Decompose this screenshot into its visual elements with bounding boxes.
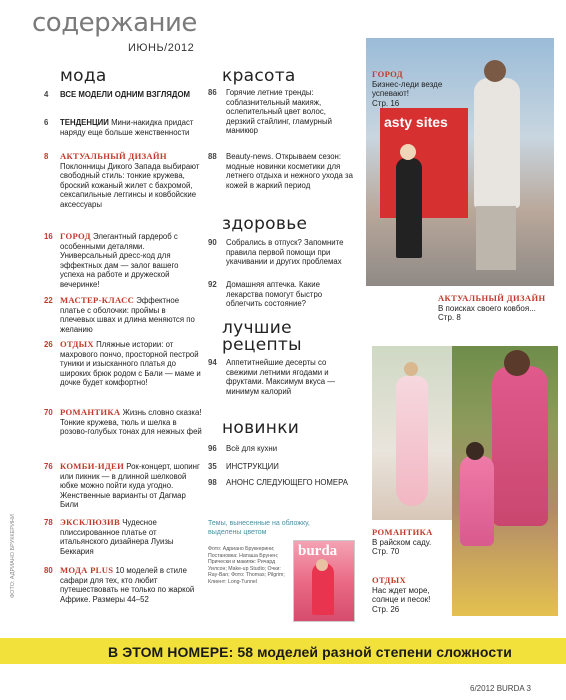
entry-text: Всё для кухни [226, 444, 278, 453]
sign-text: asty sites [384, 114, 448, 130]
entry-text: Элегантный гардероб с особенными деталями. Универсальный дресс-код для эффектных дам — залог вашего успеха на работе и дружеской вечеринке! [60, 232, 179, 289]
entry-page-number: 88 [208, 152, 217, 161]
fashion-entry [44, 118, 202, 140]
health-entry [208, 280, 354, 330]
entry-text: Пляжные истории: от махрового пончо, просторной пестрой туники и изысканного платья до широких брюк родом с Бали — маме и дочке будет комфортно! [60, 340, 201, 388]
section-title-beauty: красота [222, 66, 296, 86]
beauty-entry [208, 88, 354, 138]
section-title-health: здоровье [222, 214, 308, 234]
entry-rubric: МОДА PLUS [60, 565, 114, 575]
entry-text: Жизнь словно сказка! Тонкие кружева, тюль и шелка в розово-голубых тонах для нежных фей [60, 408, 202, 437]
child-figure [460, 456, 494, 546]
caption-vacation-rubric: ОТДЫХ [372, 575, 407, 585]
entry-page-number: 6 [44, 118, 49, 127]
caption-romance-text: В райском саду. [372, 537, 432, 547]
entry-body [60, 118, 202, 137]
entry-page-number: 92 [208, 280, 217, 289]
fashion-entry [44, 232, 202, 292]
entry-rubric: ГОРОД [60, 231, 91, 241]
entry-body [60, 296, 202, 334]
footer-banner-text: В ЭТОМ НОМЕРЕ: 58 моделей разной степени сложности [108, 644, 512, 660]
cover-logo: burda [298, 543, 338, 559]
fashion-entry [44, 408, 202, 454]
entry-body [60, 90, 202, 100]
model-figure-right [474, 78, 520, 208]
romance-head [404, 362, 418, 376]
entry-text: ИНСТРУКЦИИ [226, 462, 279, 471]
entry-text: Beauty-news. Открываем сезон: модные новинки косметики для летнего отдыха и нежного ухода за кожей в жаркий период [226, 152, 353, 190]
cover-model-head [316, 559, 328, 571]
entry-text: Аппетитнейшие десерты со свежими летними ягодами и фруктами. Максимум вкуса — минимум калорий [226, 358, 336, 396]
entry-body [60, 566, 202, 604]
entry-page-number: 22 [44, 296, 53, 305]
entry-heading: ТЕНДЕНЦИИ [60, 118, 109, 127]
entry-text: АНОНС СЛЕДУЮЩЕГО НОМЕРА [226, 478, 349, 487]
entry-rubric: КОМБИ-ИДЕИ [60, 461, 125, 471]
fashion-entry [44, 90, 202, 110]
caption-city-rubric: ГОРОД [372, 69, 403, 79]
entry-rubric: АКТУАЛЬНЫЙ ДИЗАЙН [60, 151, 167, 161]
entry-text: Собрались в отпуск? Запомните правила первой помощи при укачивании и других проблемах [226, 238, 344, 267]
photo-vacation [452, 346, 558, 616]
page-number: 6/2012 BURDA 3 [470, 684, 531, 693]
photo-credits: Фото: Адриано Бруккерини; Постановка: Наташа Брунен; Прически и макияж: Ричард Уилсон; Make-up Studio; Очки: Ray-Ban; Фото: Thomas; Pilgrim; Клиент: Long-Tunnel [208, 546, 285, 585]
caption-design-text: В поисках своего ковбоя... [438, 303, 536, 313]
entry-rubric: ЭКСКЛЮЗИВ [60, 517, 121, 527]
caption-city-page: Стр. 16 [372, 98, 400, 108]
fashion-entry [44, 518, 202, 556]
recipes-title-line1: лучшие [222, 318, 292, 338]
entry-page-number: 80 [44, 566, 53, 575]
entry-text: Чудесное плиссированное платье от итальянского дизайнера Луизы Беккария [60, 518, 174, 556]
entry-body [60, 340, 202, 388]
entry-body [60, 408, 202, 437]
caption-design-page: Стр. 8 [438, 313, 461, 323]
entry-page-number: 76 [44, 462, 53, 471]
recipes-entry [208, 358, 354, 408]
entry-page-number: 35 [208, 462, 217, 471]
caption-vacation [372, 576, 452, 614]
model-head-left [400, 144, 416, 160]
caption-vacation-page: Стр. 26 [372, 604, 400, 614]
entry-text: Рок-концерт, шопинг или пикник — в длинной шелковой юбке можно пойти куда угодно. Женственные варианты от Дагмар Били [60, 462, 200, 510]
entry-text: Мини-накидка придаст наряду еще больше женственности [60, 118, 194, 137]
child-head [466, 442, 484, 460]
model-figure-left [396, 158, 422, 258]
issue-date: ИЮНЬ/2012 [128, 42, 195, 54]
entry-page-number: 26 [44, 340, 53, 349]
entry-body [60, 518, 202, 556]
page-title: содержание [32, 8, 197, 38]
beauty-entry [208, 152, 354, 202]
mother-head [504, 350, 530, 376]
cover-note: Темы, вынесенные на обложку, выделены цветом [208, 520, 310, 536]
caption-romance-page: Стр. 70 [372, 547, 400, 557]
entry-body [60, 462, 202, 510]
entry-text: 10 моделей в стиле сафари для тех, кто любит путешествовать не только по жаркой Африке. Размеры 44–52 [60, 566, 195, 604]
entry-rubric: МАСТЕР-КЛАСС [60, 295, 135, 305]
caption-city [372, 70, 468, 108]
entry-rubric: РОМАНТИКА [60, 407, 121, 417]
model-head-right [484, 60, 506, 82]
entry-heading: ВСЕ МОДЕЛИ ОДНИМ ВЗГЛЯДОМ [60, 90, 191, 99]
entry-text: Домашняя аптечка. Какие лекарства помогут быстро облегчить состояние? [226, 280, 323, 309]
entry-body [60, 152, 202, 210]
caption-city-text: Бизнес-леди везде успевают! [372, 79, 443, 99]
entry-rubric: ОТДЫХ [60, 339, 94, 349]
red-sign [380, 108, 468, 218]
entry-page-number: 94 [208, 358, 217, 367]
entry-body [60, 232, 202, 290]
caption-romance [372, 528, 448, 557]
mother-figure [492, 366, 548, 526]
caption-vacation-text: Нас ждет море, солнце и песок! [372, 585, 431, 605]
fashion-entry [44, 340, 202, 400]
entry-page-number: 70 [44, 408, 53, 417]
photo-romance [372, 346, 452, 520]
entry-page-number: 8 [44, 152, 49, 161]
fashion-entry [44, 566, 202, 618]
model-legs-right [476, 206, 516, 270]
entry-text: Поклонницы Дикого Запада выбирают свободный стиль: тонкие кружева, броский кожаный жилет с бахромой, сексапильные леггинсы и ковбойские аксессуары [60, 161, 200, 209]
recipes-title-line2: рецепты [222, 335, 302, 355]
fashion-entry [44, 152, 202, 210]
caption-design-rubric: АКТУАЛЬНЫЙ ДИЗАЙН [438, 293, 546, 303]
fashion-entry [44, 462, 202, 512]
entry-page-number: 16 [44, 232, 53, 241]
entry-page-number: 90 [208, 238, 217, 247]
section-title-fashion: мода [60, 66, 107, 86]
side-photo-credit: ФОТО: АДРИАНО БРУККЕРИНИ [10, 514, 16, 598]
entry-page-number: 86 [208, 88, 217, 97]
caption-romance-rubric: РОМАНТИКА [372, 527, 433, 537]
caption-design [438, 294, 558, 323]
entry-text: Горячие летние тренды: соблазнительный макияж, ослепительный цвет волос, дерзкий стайлинг, гламурный маникюр [226, 88, 332, 136]
entry-page-number: 4 [44, 90, 49, 99]
entry-page-number: 98 [208, 478, 217, 487]
fashion-entry [44, 296, 202, 334]
romance-dress [396, 376, 428, 506]
entry-text: Эффектное платье с оболочки: проймы в плечевых швах и длина меняются по желанию [60, 296, 195, 334]
entry-page-number: 78 [44, 518, 53, 527]
cover-thumbnail [293, 540, 355, 622]
entry-page-number: 96 [208, 444, 217, 453]
section-title-news: новинки [222, 418, 300, 438]
